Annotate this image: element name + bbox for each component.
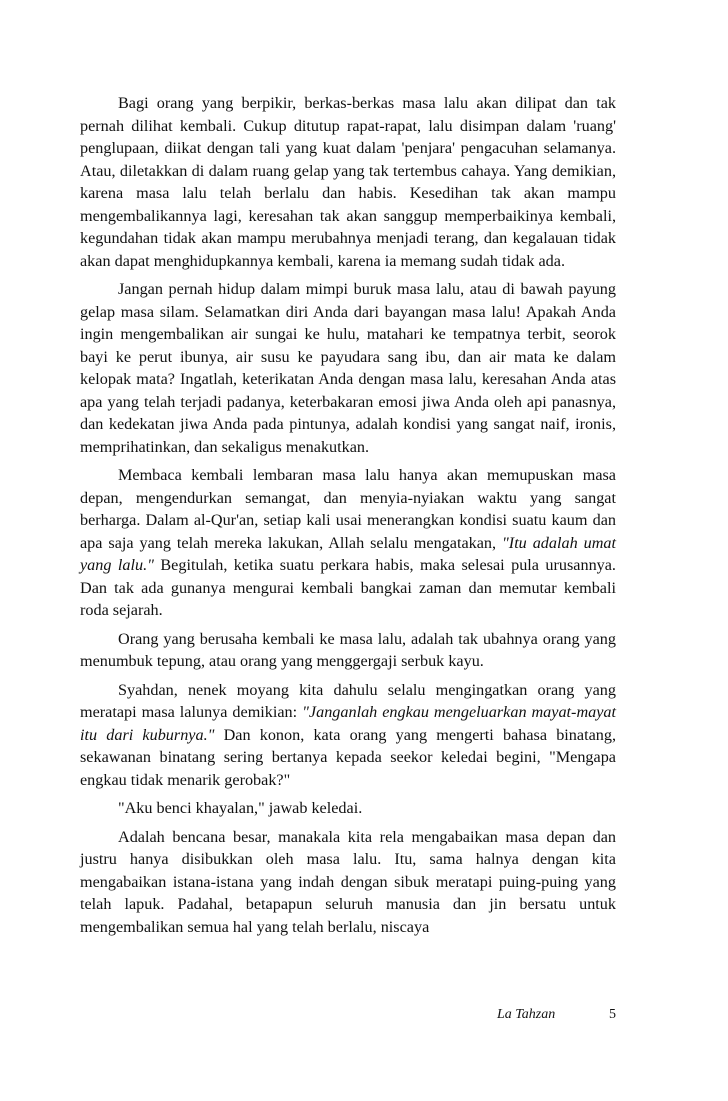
quran-quote: "Itu adalah umat yang lalu." [80, 533, 616, 574]
paragraph: "Aku benci khayalan," jawab keledai. [118, 799, 363, 817]
paragraph: Syahdan, nenek moyang kita dahulu selalu mengingatkan orang yang meratapi masa lalunya demikian: "Janganlah engkau mengeluarkan mayat-mayat itu dari kuburnya." Dan konon, kata orang yang mengerti bahasa binatang, sekawanan binatang sering bertanya kepada seekor keledai begini, "Mengapa engkau tidak menarik gerobak?" [80, 680, 617, 789]
page-number: 5 [609, 1007, 616, 1022]
book-title: La Tahzan [497, 1007, 556, 1022]
paragraph: Membaca kembali lembaran masa lalu hanya akan memupuskan masa depan, mengendurkan semangat, dan menyia-nyiakan waktu yang sangat berharga. Dalam al-Qur'an, setiap kali usai menerangkan kondisi suatu kaum dan apa saja yang telah mereka lakukan, Allah selalu mengatakan, "Itu adalah umat yang lalu." Begitulah, ketika suatu perkara habis, maka selesai pula urusannya. Dan tak ada gunanya mengurai kembali bangkai zaman dan memutar kembali roda sejarah. [80, 466, 616, 619]
paragraph: Bagi orang yang berpikir, berkas-berkas masa lalu akan dilipat dan tak pernah dilihat kembali. Cukup ditutup rapat-rapat, lalu disimpan dalam 'ruang' penglupaan, diikat dengan tali yang kuat dalam 'penjara' pengacuhan selamanya. Atau, diletakkan di dalam ruang gelap yang tak tertembus cahaya. Yang demikian, karena masa lalu telah berlalu dan habis. Kesedihan tak akan mampu mengembalikannya lagi, keresahan tak akan sanggup memperbaikinya kembali, kegundahan tidak akan mampu merubahnya menjadi terang, dan kegalauan tidak akan dapat menghidupkannya kembali, karena ia memang sudah tidak ada. [80, 94, 616, 270]
paragraph: Adalah bencana besar, manakala kita rela mengabaikan masa depan dan justru hanya disibukkan oleh masa lalu. Itu, sama halnya dengan kita mengabaikan istana-istana yang indah dengan sibuk meratapi puing-puing yang telah lapuk. Padahal, betapapun seluruh manusia dan jin bersatu untuk mengembalikan semua hal yang telah berlalu, niscaya [80, 827, 616, 936]
paragraph: Jangan pernah hidup dalam mimpi buruk masa lalu, atau di bawah payung gelap masa silam. Selamatkan diri Anda dari bayangan masa lalu! Apakah Anda ingin mengembalikan air sungai ke hulu, matahari ke tempatnya terbit, seorok bayi ke perut ibunya, air susu ke payudara sang ibu, dan air mata ke dalam kelopak mata? Ingatlah, keterikatan Anda dengan masa lalu, keresahan Anda atas apa yang telah terjadi padanya, keterbakaran emosi jiwa Anda oleh api panasnya, dan kedekatan jiwa Anda pada pintunya, adalah kondisi yang sangat naif, ironis, memprihatinkan, dan sekaligus menakutkan. [80, 280, 616, 456]
paragraph: Orang yang berusaha kembali ke masa lalu, adalah tak ubahnya orang yang menumbuk tepung, atau orang yang menggergaji serbuk kayu. [80, 629, 616, 670]
ancestor-quote: "Janganlah engkau mengeluarkan mayat-mayat itu dari kuburnya." [80, 703, 617, 744]
page-body [80, 92, 616, 944]
